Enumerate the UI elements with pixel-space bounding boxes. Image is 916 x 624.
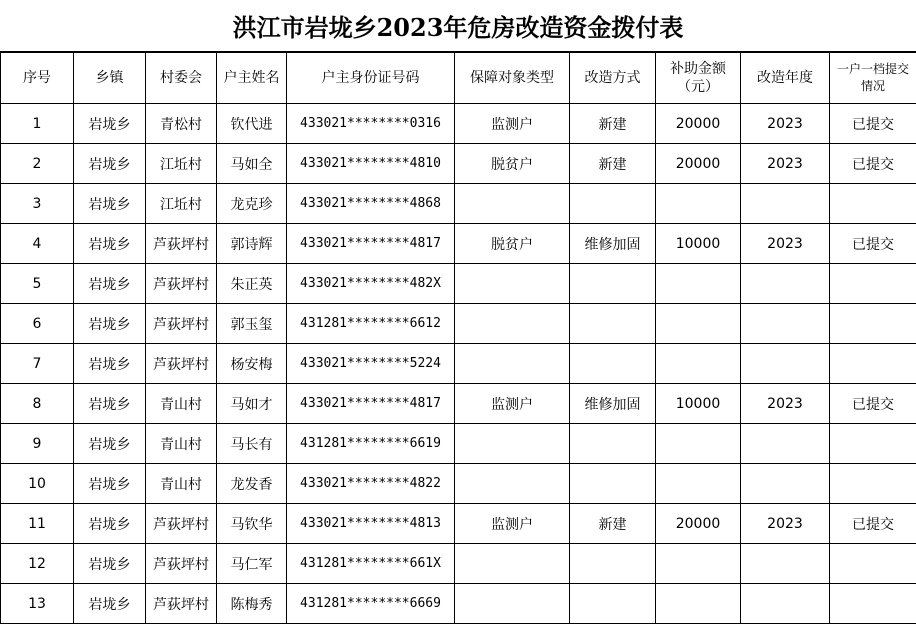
cell-year[interactable] (741, 344, 830, 384)
cell-type[interactable] (455, 424, 570, 464)
page-title: 洪江市岩垅乡2023年危房改造资金拨付表 (0, 0, 916, 52)
cell-seq[interactable]: 7 (1, 344, 74, 384)
cell-archive[interactable] (830, 584, 916, 624)
cell-archive[interactable] (830, 304, 916, 344)
cell-town[interactable]: 岩垅乡 (74, 144, 146, 184)
header-id[interactable]: 户主身份证号码 (287, 53, 455, 104)
cell-type[interactable]: 监测户 (455, 504, 570, 544)
cell-seq[interactable]: 13 (1, 584, 74, 624)
cell-archive[interactable]: 已提交 (830, 384, 916, 424)
table-body (1, 104, 916, 624)
cell-amount[interactable]: 20000 (656, 504, 741, 544)
cell-seq[interactable]: 6 (1, 304, 74, 344)
cell-archive[interactable]: 已提交 (830, 104, 916, 144)
table-row (1, 544, 916, 584)
header-seq[interactable]: 序号 (1, 53, 74, 104)
cell-type[interactable]: 监测户 (455, 104, 570, 144)
table-row (1, 464, 916, 504)
cell-method[interactable] (570, 464, 656, 504)
cell-owner[interactable]: 马长有 (217, 424, 287, 464)
cell-village[interactable]: 青松村 (146, 104, 217, 144)
cell-village[interactable]: 芦荻坪村 (146, 584, 217, 624)
cell-seq[interactable]: 12 (1, 544, 74, 584)
header-method[interactable]: 改造方式 (570, 53, 656, 104)
cell-town[interactable]: 岩垅乡 (74, 504, 146, 544)
header-owner[interactable]: 户主姓名 (217, 53, 287, 104)
header-type[interactable]: 保障对象类型 (455, 53, 570, 104)
cell-amount[interactable]: 20000 (656, 104, 741, 144)
table-row (1, 144, 916, 184)
cell-town[interactable]: 岩垅乡 (74, 424, 146, 464)
cell-seq[interactable]: 10 (1, 464, 74, 504)
cell-archive[interactable] (830, 544, 916, 584)
cell-method[interactable] (570, 264, 656, 304)
cell-method[interactable] (570, 344, 656, 384)
cell-type[interactable]: 监测户 (455, 384, 570, 424)
cell-year[interactable] (741, 264, 830, 304)
cell-method[interactable] (570, 544, 656, 584)
cell-owner[interactable]: 钦代进 (217, 104, 287, 144)
cell-id[interactable]: 433021********5224 (287, 344, 455, 384)
cell-village[interactable]: 芦荻坪村 (146, 344, 217, 384)
cell-amount[interactable]: 10000 (656, 384, 741, 424)
cell-town[interactable]: 岩垅乡 (74, 224, 146, 264)
cell-type[interactable] (455, 544, 570, 584)
cell-amount[interactable] (656, 424, 741, 464)
cell-type[interactable] (455, 304, 570, 344)
header-amount[interactable]: 补助金额（元） (656, 53, 741, 104)
cell-town[interactable]: 岩垅乡 (74, 344, 146, 384)
cell-id[interactable]: 433021********482X (287, 264, 455, 304)
cell-owner[interactable]: 马如才 (217, 384, 287, 424)
table-row (1, 584, 916, 624)
cell-town[interactable]: 岩垅乡 (74, 264, 146, 304)
cell-amount[interactable] (656, 264, 741, 304)
cell-method[interactable]: 维修加固 (570, 224, 656, 264)
cell-id[interactable]: 433021********4810 (287, 144, 455, 184)
cell-method[interactable]: 新建 (570, 104, 656, 144)
table-header-row (1, 53, 916, 104)
cell-archive[interactable] (830, 184, 916, 224)
cell-type[interactable] (455, 464, 570, 504)
cell-seq[interactable]: 8 (1, 384, 74, 424)
cell-town[interactable]: 岩垅乡 (74, 544, 146, 584)
cell-town[interactable]: 岩垅乡 (74, 104, 146, 144)
table-row (1, 384, 916, 424)
cell-owner[interactable]: 陈梅秀 (217, 584, 287, 624)
cell-amount[interactable] (656, 184, 741, 224)
cell-year[interactable] (741, 304, 830, 344)
header-archive[interactable]: 一户一档提交情况 (830, 53, 916, 104)
table-row (1, 304, 916, 344)
cell-village[interactable]: 青山村 (146, 464, 217, 504)
table-row (1, 184, 916, 224)
cell-id[interactable]: 433021********4868 (287, 184, 455, 224)
cell-type[interactable] (455, 184, 570, 224)
header-year[interactable]: 改造年度 (741, 53, 830, 104)
cell-seq[interactable]: 3 (1, 184, 74, 224)
table-row (1, 264, 916, 304)
cell-owner[interactable]: 马钦华 (217, 504, 287, 544)
cell-seq[interactable]: 5 (1, 264, 74, 304)
cell-year[interactable]: 2023 (741, 104, 830, 144)
cell-village[interactable]: 芦荻坪村 (146, 304, 217, 344)
cell-owner[interactable]: 朱正英 (217, 264, 287, 304)
header-town[interactable]: 乡镇 (74, 53, 146, 104)
cell-archive[interactable]: 已提交 (830, 504, 916, 544)
cell-village[interactable]: 芦荻坪村 (146, 264, 217, 304)
cell-amount[interactable] (656, 344, 741, 384)
cell-method[interactable] (570, 184, 656, 224)
cell-year[interactable] (741, 464, 830, 504)
cell-year[interactable]: 2023 (741, 504, 830, 544)
table-row (1, 424, 916, 464)
cell-year[interactable]: 2023 (741, 224, 830, 264)
cell-owner[interactable]: 郭玉玺 (217, 304, 287, 344)
cell-id[interactable]: 431281********6619 (287, 424, 455, 464)
cell-year[interactable] (741, 584, 830, 624)
cell-owner[interactable]: 郭诗辉 (217, 224, 287, 264)
cell-year[interactable] (741, 544, 830, 584)
cell-amount[interactable] (656, 544, 741, 584)
cell-id[interactable]: 433021********4813 (287, 504, 455, 544)
cell-type[interactable]: 脱贫户 (455, 224, 570, 264)
cell-amount[interactable]: 10000 (656, 224, 741, 264)
cell-type[interactable] (455, 344, 570, 384)
allocation-table (0, 52, 916, 624)
cell-town[interactable]: 岩垅乡 (74, 304, 146, 344)
cell-archive[interactable] (830, 344, 916, 384)
cell-village[interactable]: 芦荻坪村 (146, 544, 217, 584)
cell-amount[interactable]: 20000 (656, 144, 741, 184)
cell-id[interactable]: 431281********6669 (287, 584, 455, 624)
cell-owner[interactable]: 马如全 (217, 144, 287, 184)
cell-type[interactable] (455, 264, 570, 304)
cell-id[interactable]: 433021********4817 (287, 224, 455, 264)
cell-type[interactable]: 脱贫户 (455, 144, 570, 184)
cell-year[interactable]: 2023 (741, 144, 830, 184)
cell-method[interactable]: 新建 (570, 504, 656, 544)
cell-amount[interactable] (656, 304, 741, 344)
cell-town[interactable]: 岩垅乡 (74, 384, 146, 424)
table-row (1, 224, 916, 264)
cell-seq[interactable]: 4 (1, 224, 74, 264)
cell-seq[interactable]: 11 (1, 504, 74, 544)
cell-id[interactable]: 433021********4817 (287, 384, 455, 424)
cell-id[interactable]: 433021********4822 (287, 464, 455, 504)
cell-method[interactable] (570, 304, 656, 344)
cell-archive[interactable] (830, 264, 916, 304)
cell-owner[interactable]: 龙发香 (217, 464, 287, 504)
cell-owner[interactable]: 龙克珍 (217, 184, 287, 224)
cell-village[interactable]: 青山村 (146, 384, 217, 424)
cell-seq[interactable]: 1 (1, 104, 74, 144)
cell-method[interactable]: 维修加固 (570, 384, 656, 424)
cell-village[interactable]: 江坵村 (146, 184, 217, 224)
cell-method[interactable]: 新建 (570, 144, 656, 184)
cell-town[interactable]: 岩垅乡 (74, 584, 146, 624)
cell-year[interactable]: 2023 (741, 384, 830, 424)
table-row (1, 344, 916, 384)
cell-owner[interactable]: 杨安梅 (217, 344, 287, 384)
cell-town[interactable]: 岩垅乡 (74, 184, 146, 224)
cell-amount[interactable] (656, 464, 741, 504)
cell-year[interactable] (741, 184, 830, 224)
table-row (1, 504, 916, 544)
header-village[interactable]: 村委会 (146, 53, 217, 104)
cell-amount[interactable] (656, 584, 741, 624)
cell-owner[interactable]: 马仁军 (217, 544, 287, 584)
cell-id[interactable]: 431281********6612 (287, 304, 455, 344)
cell-method[interactable] (570, 584, 656, 624)
cell-town[interactable]: 岩垅乡 (74, 464, 146, 504)
cell-archive[interactable] (830, 424, 916, 464)
cell-archive[interactable]: 已提交 (830, 224, 916, 264)
cell-archive[interactable]: 已提交 (830, 144, 916, 184)
cell-village[interactable]: 芦荻坪村 (146, 224, 217, 264)
cell-village[interactable]: 芦荻坪村 (146, 504, 217, 544)
cell-id[interactable]: 431281********661X (287, 544, 455, 584)
cell-village[interactable]: 青山村 (146, 424, 217, 464)
cell-id[interactable]: 433021********0316 (287, 104, 455, 144)
cell-year[interactable] (741, 424, 830, 464)
table-row (1, 104, 916, 144)
cell-method[interactable] (570, 424, 656, 464)
cell-seq[interactable]: 9 (1, 424, 74, 464)
cell-type[interactable] (455, 584, 570, 624)
cell-archive[interactable] (830, 464, 916, 504)
cell-village[interactable]: 江坵村 (146, 144, 217, 184)
cell-seq[interactable]: 2 (1, 144, 74, 184)
